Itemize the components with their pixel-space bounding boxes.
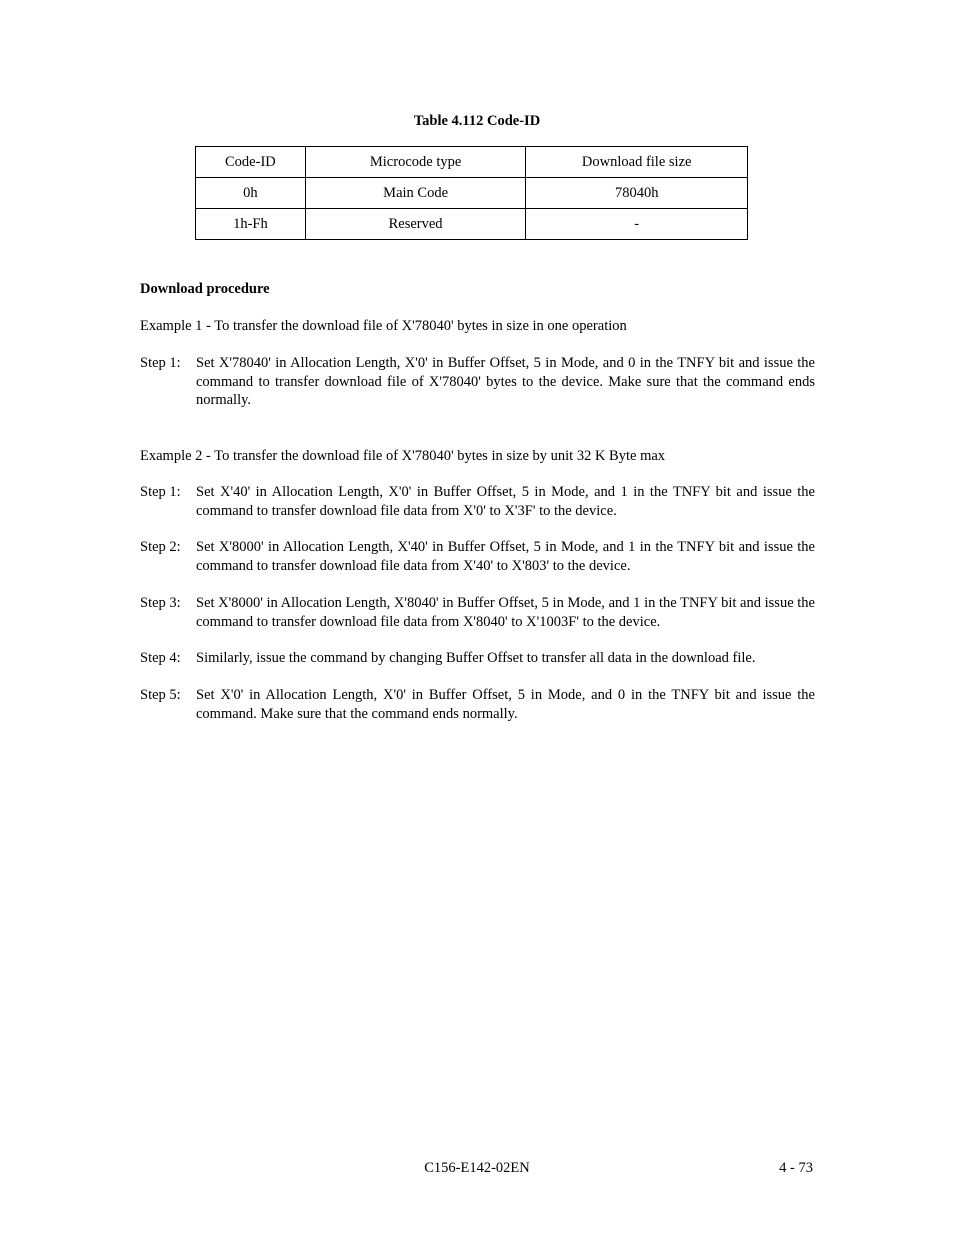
step-text: Set X'0' in Allocation Length, X'0' in Buffer Offset, 5 in Mode, and 0 in the TNFY bit and issue the command. Make sure that the command ends normally. [196,687,815,722]
step-label: Step 1: [140,355,181,371]
table-row [196,178,748,209]
step-text: Set X'78040' in Allocation Length, X'0' in Buffer Offset, 5 in Mode, and 0 in the TNFY bit and issue the command to transfer download file of X'78040' bytes to the device. Make sure that the command ends normally. [196,355,815,408]
header-microcode-type: Microcode type [305,147,526,178]
table-row [196,209,748,240]
step-text: Similarly, issue the command by changing Buffer Offset to transfer all data in the download file. [196,650,756,666]
cell-microcode-type: Main Code [305,178,526,209]
table-caption: Table 4.112 Code-ID [413,113,541,129]
header-code-id: Code-ID [196,147,306,178]
step-text: Set X'8000' in Allocation Length, X'8040' in Buffer Offset, 5 in Mode, and 1 in the TNFY bit and issue the command to transfer download file data from X'8040' to X'1003F' to the device. [196,595,815,630]
header-download-file-size: Download file size [526,147,748,178]
section-heading: Download procedure [140,281,270,297]
example-2-step-3 [140,594,815,631]
footer-document-code: C156-E142-02EN [424,1160,530,1176]
step-label: Step 4: [140,650,181,666]
example-2-step-5 [140,686,815,723]
example-2-step-4 [140,649,815,668]
footer-page-number: 4 - 73 [779,1160,813,1176]
cell-code-id: 0h [196,178,306,209]
cell-download-file-size: - [526,209,748,240]
example-2-title: Example 2 - To transfer the download file of X'78040' bytes in size by unit 32 K Byte max [140,448,666,464]
example-2-step-1 [140,483,815,520]
example-1-title: Example 1 - To transfer the download file of X'78040' bytes in size in one operation [140,318,627,334]
step-label: Step 1: [140,484,181,500]
code-id-table [195,146,748,240]
step-label: Step 5: [140,687,181,703]
cell-download-file-size: 78040h [526,178,748,209]
example-2-step-2 [140,538,815,575]
cell-code-id: 1h-Fh [196,209,306,240]
step-label: Step 2: [140,539,181,555]
step-text: Set X'8000' in Allocation Length, X'40' in Buffer Offset, 5 in Mode, and 1 in the TNFY bit and issue the command to transfer download file data from X'40' to X'803' to the device. [196,539,815,574]
cell-microcode-type: Reserved [305,209,526,240]
example-1-step-1 [140,354,815,410]
step-label: Step 3: [140,595,181,611]
step-text: Set X'40' in Allocation Length, X'0' in Buffer Offset, 5 in Mode, and 1 in the TNFY bit and issue the command to transfer download file data from X'0' to X'3F' to the device. [196,484,815,519]
table-header-row [196,147,748,178]
